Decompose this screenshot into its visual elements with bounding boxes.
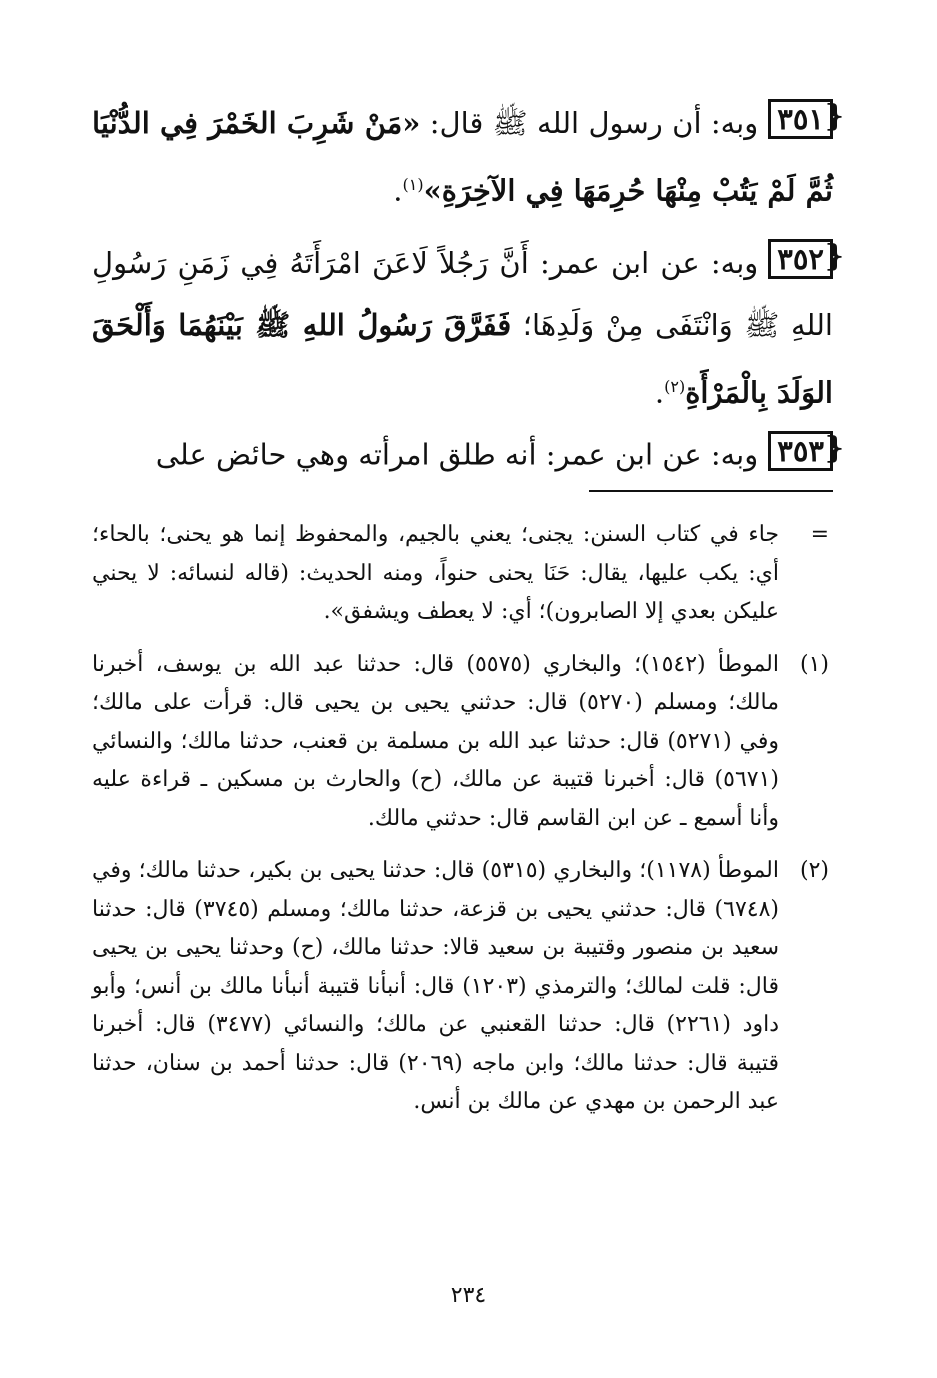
page-number: ٢٣٤ [450,1283,487,1308]
footnote-separator [589,490,833,492]
hadith-intro: وبه: عن ابن عمر: أَنَّ رَجُلاً لَاعَنَ امْرَأَتَهُ فِي زَمَنِ رَسُولِ اللهِ ﷺ وَانْتَفَى مِنْ وَلَدِهَا؛ [92,246,833,342]
hadith-353 [92,418,833,486]
footnotes [92,516,833,1136]
footnote-mark: (٢) [799,858,829,883]
footnote-ref: (٢) [664,377,686,396]
hadith-number-box: { ٣٥١ [768,99,833,139]
hadith-intro: وبه: عن ابن عمر: أنه طلق امرأته وهي حائض على [155,437,759,472]
footnote-mark: (١) [799,651,829,677]
footnote-text: الموطأ (١١٧٨)؛ والبخاري (٥٣١٥) قال: حدثنا يحيى بن بكير، حدثنا مالك؛ وفي (٦٧٤٨) قال: حدثني يحيى بن قزعة، حدثنا مالك؛ ومسلم (٣٧٤٥) قال: حدثنا سعيد بن منصور وقتيبة بن سعيد قالا: حدثنا مالك، (ح) وحدثنا يحيى بن يحيى قال: قلت لمالك؛ والترمذي (١٢٠٣) قال: أنبأنا قتيبة أنبأنا مالك بن أنس؛ وأبو داود (٢٢٦١) قال: حدثنا القعنبي عن مالك؛ والنسائي (٣٤٧٧) قال: أخبرنا قتيبة قال: حدثنا مالك؛ وابن ماجه (٢٠٦٩) قال: حدثنا أحمد بن سنان، حدثنا عبد الرحمن بن مهدي عن مالك بن أنس. [92,858,780,1114]
hadith-352 [92,232,833,424]
footnote-1 [92,646,833,839]
footnote-2 [92,852,833,1122]
hadith-number-box: { ٣٥٣ [768,431,833,471]
hadith-number-box: { ٣٥٢ [768,239,833,279]
hadith-intro: وبه: أن رسول الله ﷺ قال: [420,106,759,140]
hadith-351 [92,92,833,222]
hadith-ending: . [654,375,665,410]
footnote-ref: (١) [402,175,424,194]
hadith-text-bold: فَفَرَّقَ رَسُولُ اللهِ ﷺ بَيْنَهُمَا وَأَلْحَقَ الوَلَدَ بِالْمَرْأَةِ [92,308,833,410]
footnote-text: الموطأ (١٥٤٢)؛ والبخاري (٥٥٧٥) قال: حدثنا عبد الله بن يوسف، أخبرنا مالك؛ ومسلم (٥٢٧٠) قال: حدثني يحيى بن يحيى قال: قرأت على مالك؛ وفي (٥٢٧١) قال: حدثنا عبد الله بن مسلمة بن قعنب، حدثنا مالك؛ والنسائي (٥٦٧١) قال: أخبرنا قتيبة عن مالك، (ح) والحارث بن مسكين ـ قراءة عليه وأنا أسمع ـ عن ابن القاسم قال: حدثني مالك. [92,651,779,831]
footnote-mark: = [810,522,829,547]
hadith-ending: . [393,173,403,208]
hadith-text-bold: «مَنْ شَرِبَ الخَمْرَ فِي الدُّنْيَا ثُمَّ لَمْ يَتُبْ مِنْهَا حُرِمَهَا فِي الآخِرَةِ» [92,106,833,208]
footnote-continued [92,516,833,632]
footnote-text: جاء في كتاب السنن: يجنى؛ يعني بالجيم، والمحفوظ إنما هو يحنى؛ بالحاء؛ أي: يكب عليها، يقال: حَنَا يحنى حنواً، ومنه الحديث: (قاله لنسائه: لا يحني عليكن بعدي إلا الصابرون)؛ أي: لا يعطف ويشفق». [92,522,779,624]
